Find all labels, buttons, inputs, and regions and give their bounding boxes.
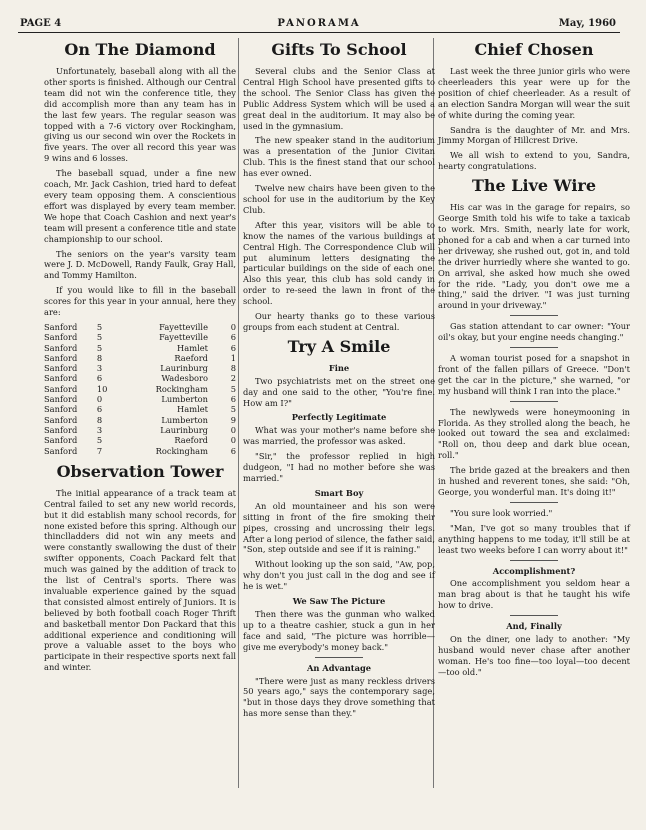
score-opponent: Wadesboro (161, 373, 208, 384)
paragraph: Two psychiatrists met on the street one day and one said to the other, "You're fine. How am I?" (243, 375, 435, 408)
score-value: 0 (96, 394, 103, 405)
divider (510, 615, 558, 616)
table-row (44, 425, 236, 435)
score-team: Sanford (44, 373, 78, 384)
score-opponent: Rockingham (155, 383, 208, 394)
issue-date: May, 1960 (558, 18, 616, 29)
score-opponent-value: 6 (230, 445, 236, 456)
subhead: Fine (328, 362, 350, 373)
score-opponent: Fayetteville (159, 321, 208, 332)
table-row (44, 322, 236, 332)
article-chief-chosen (438, 40, 630, 172)
paragraph: The bride gazed at the breakers and then in hushed and reverent tones, she said: "Oh, George, you wonderful man. It's doing it!" (438, 465, 630, 497)
subhead: We Saw The Picture (292, 596, 386, 607)
divider (510, 315, 558, 316)
score-opponent-value: 5 (230, 404, 236, 415)
score-team: Sanford (44, 352, 78, 363)
headline: On The Diamond (64, 40, 216, 59)
divider (315, 657, 363, 658)
headline: Chief Chosen (474, 40, 594, 59)
score-opponent: Fayetteville (159, 332, 208, 343)
score-value: 5 (96, 435, 103, 446)
score-opponent-value: 1 (230, 352, 236, 363)
score-value: 6 (96, 404, 103, 415)
score-team: Sanford (44, 414, 78, 425)
paragraph: We all wish to extend to you, Sandra, hearty congratulations. (438, 150, 630, 172)
subhead: Smart Boy (314, 487, 364, 498)
divider (510, 560, 558, 561)
table-row (44, 435, 236, 445)
table-row (44, 373, 236, 383)
paragraph: What was your mother's name before she was married, the professor was asked. (243, 425, 435, 447)
article-gifts-to-school (243, 40, 435, 333)
paragraph: "There were just as many reckless drivers 50 years ago," says the contemporary sage, "but in those days they drove something that has more sense than they." (243, 675, 435, 719)
article-observation-tower (44, 462, 236, 673)
divider (510, 401, 558, 402)
table-row (44, 384, 236, 394)
score-value: 3 (96, 363, 103, 374)
paragraph: "You sure look worried." (450, 507, 553, 518)
score-opponent-value: 0 (230, 435, 236, 446)
score-value: 3 (96, 424, 103, 435)
table-row (44, 404, 236, 414)
paragraph: The initial appearance of a track team at Central failed to set any new world records, but it did establish many school records, for none existed before this spring. Although our thinclladders did not win any meets and were constantly swallowing the dust of their swifter opponents, Coach Packard felt that much was gained by the addition of track to the list of Central's sports. There was invaluable experience gained by the squad that consisted almost entirely of Juniors. It is believed by both football coach Roger Thrift and basketball mentor Don Packard that this additional experience and conditioning will prove a valuable asset to the boys who participate in their respective sports next fall and winter. (44, 487, 236, 673)
article-on-the-diamond (44, 40, 236, 456)
score-team: Sanford (44, 321, 78, 332)
table-row (44, 332, 236, 342)
score-value: 6 (96, 373, 103, 384)
score-team: Sanford (44, 342, 78, 353)
score-value: 8 (96, 352, 103, 363)
score-opponent-value: 8 (230, 363, 236, 374)
score-team: Sanford (44, 383, 78, 394)
column-left (44, 38, 236, 677)
column-middle (243, 38, 435, 723)
paragraph: Then there was the gunman who walked up to a theatre cashier, stuck a gun in her face and said, "The picture was horrible—give me everybody's money back." (243, 608, 435, 652)
paragraph: Sandra is the daughter of Mr. and Mrs. Jimmy Morgan of Hillcrest Drive. (438, 124, 630, 146)
score-team: Sanford (44, 394, 78, 405)
paragraph: The baseball squad, under a fine new coach, Mr. Jack Cashion, tried hard to defeat every team opposing them. A conscientious effort was displayed by every team member. We hope that Coach Cashion and next year's team will present a conference title and state championship to our school. (44, 168, 236, 244)
score-opponent: Laurinburg (160, 424, 208, 435)
paper-title: PANORAMA (277, 18, 361, 29)
paragraph: The new speaker stand in the auditorium was a presentation of the Junior Civitan Club. This is the finest stand that our school has ever owned. (243, 135, 435, 179)
score-opponent-value: 6 (230, 332, 236, 343)
paragraph: Gas station attendant to car owner: "Your oil's okay, but your engine needs changing." (438, 321, 630, 343)
score-opponent: Rockingham (155, 445, 208, 456)
score-value: 5 (96, 342, 103, 353)
paragraph: One accomplishment you seldom hear a man brag about is that he taught his wife how to drive. (438, 578, 630, 611)
score-opponent: Lumberton (161, 394, 208, 405)
paragraph: An old mountaineer and his son were sitting in front of the fire smoking their pipes, crossing and uncrossing their legs. After a long period of silence, the father said, "Son, step outside and see if it is raining." (243, 500, 435, 555)
column-divider (238, 38, 239, 788)
subhead: Accomplishment? (492, 565, 576, 576)
paragraph: If you would like to fill in the baseball scores for this year in your annual, here they are: (44, 285, 236, 318)
paragraph: On the diner, one lady to another: "My husband would never chase after another woman. He's too fine—too loyal—too decent—too old." (438, 634, 630, 677)
divider (510, 502, 558, 503)
paragraph: The seniors on the year's varsity team were J. D. McDowell, Randy Faulk, Gray Hall, and Tommy Hamilton. (44, 248, 236, 281)
table-row (44, 415, 236, 425)
score-team: Sanford (44, 404, 78, 415)
score-value: 7 (96, 445, 103, 456)
page-number: PAGE 4 (20, 18, 62, 29)
score-opponent: Lumberton (161, 414, 208, 425)
score-opponent: Raeford (174, 352, 208, 363)
score-opponent-value: 6 (230, 394, 236, 405)
paragraph: A woman tourist posed for a snapshot in front of the fallen pillars of Greece. "Don't get the car in the picture," she warned, "or my husband will think I ran into the place." (438, 353, 630, 396)
score-opponent: Hamlet (177, 342, 208, 353)
score-team: Sanford (44, 435, 78, 446)
divider (510, 347, 558, 348)
headline: Try A Smile (287, 336, 391, 356)
subhead: Perfectly Legitimate (291, 412, 387, 423)
column-right (438, 38, 630, 682)
table-row (44, 343, 236, 353)
paragraph: Unfortunately, baseball along with all the other sports is finished. Although our Central team did not win the conference title, they did accomplish more than any team has in the last few years. The regular season was topped with a 7-6 victory over Rockingham, giving us our second win over the Rockets in five years. The over all record this year was 9 wins and 6 losses. (44, 66, 236, 164)
score-value: 8 (96, 414, 103, 425)
paragraph: His car was in the garage for repairs, so George Smith told his wife to take a taxicab to work. Mrs. Smith, nearly late for work, phoned for a cab and when a car turned into her driveway, she rushed out, got in, and told the driver hurriedly where she wanted to go. On arrival, she asked how much she owed for the ride. "Lady, you don't owe me a thing," said the driver. "I was just turning around in your driveway." (438, 202, 630, 311)
score-team: Sanford (44, 332, 78, 343)
headline: Gifts To School (271, 40, 407, 59)
headline: Observation Tower (56, 461, 224, 481)
headline: The Live Wire (471, 176, 597, 196)
subhead: An Advantage (306, 662, 372, 673)
score-opponent-value: 5 (230, 383, 236, 394)
scores-table (44, 322, 236, 456)
table-row (44, 446, 236, 456)
paragraph: "Man, I've got so many troubles that if anything happens to me today, it'll still be at least two weeks before I can worry about it!" (438, 522, 630, 555)
score-value: 10 (96, 383, 108, 394)
paragraph: "Sir," the professor replied in high dudgeon, "I had no mother before she was married." (243, 451, 435, 483)
score-opponent-value: 6 (230, 342, 236, 353)
table-row (44, 353, 236, 363)
score-team: Sanford (44, 445, 78, 456)
article-try-a-smile (243, 337, 435, 719)
score-value: 5 (96, 321, 103, 332)
score-opponent: Raeford (174, 435, 208, 446)
score-team: Sanford (44, 424, 78, 435)
paragraph: After this year, visitors will be able to know the names of the various buildings at Central High. The Correspondence Club will put aluminum letters designating the particular buildings on the side of each one. Also this year, this club has sold candy in order to re-seed the lawn in front of the school. (243, 219, 435, 307)
score-opponent-value: 0 (230, 424, 236, 435)
table-row (44, 363, 236, 373)
paragraph: Last week the three junior girls who were cheerleaders this year were up for the position of chief cheerleader. As a result of an election Sandra Morgan will wear the suit of white during the coming year. (438, 66, 630, 120)
subhead: And, Finally (506, 621, 562, 632)
paragraph: Twelve new chairs have been given to the school for use in the auditorium by the Key Club. (243, 183, 435, 215)
paragraph: The newlyweds were honeymooning in Florida. As they strolled along the beach, he looked out toward the sea and exclaimed: "Roll on, thou deep and dark blue ocean, roll." (438, 406, 630, 461)
score-value: 5 (96, 332, 103, 343)
paragraph: Our hearty thanks go to these various groups from each student at Central. (243, 311, 435, 332)
score-team: Sanford (44, 363, 78, 374)
score-opponent: Hamlet (177, 404, 208, 415)
article-the-live-wire (438, 176, 630, 678)
score-opponent: Laurinburg (160, 363, 208, 374)
score-opponent-value: 0 (230, 321, 236, 332)
masthead (18, 12, 620, 33)
score-opponent-value: 9 (230, 414, 236, 425)
score-opponent-value: 2 (230, 373, 236, 384)
paragraph: Several clubs and the Senior Class at Central High School have presented gifts to the school. The Senior Class has given the Public Address System which will be used a great deal in the auditorium. It may also be used in the gymnasium. (243, 66, 435, 131)
table-row (44, 394, 236, 404)
paragraph: Without looking up the son said, "Aw, pop, why don't you just call in the dog and see if he is wet." (243, 559, 435, 592)
